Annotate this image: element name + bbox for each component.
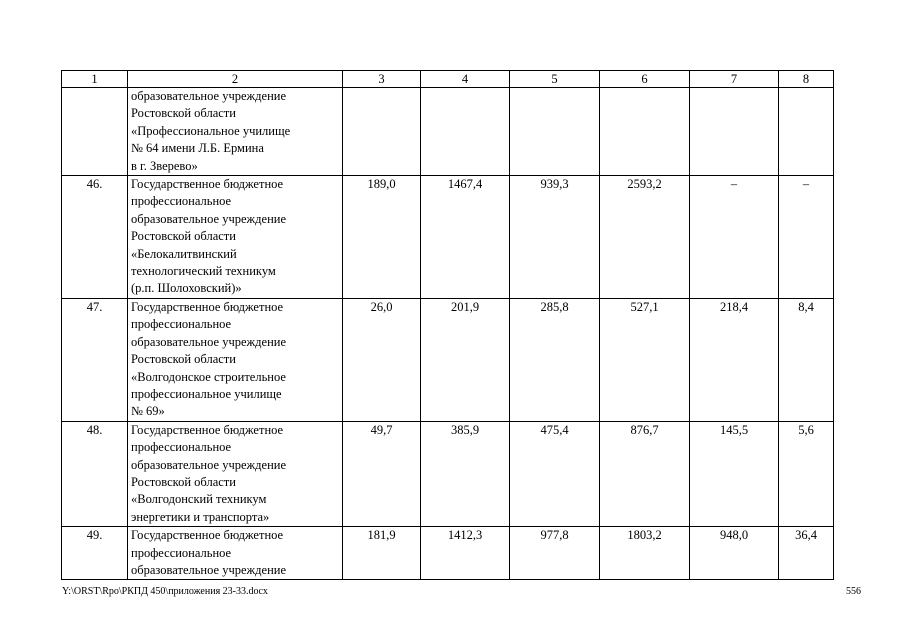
institution-name: образовательное учреждение Ростовской области «Профессиональное училище № 64 имени Л.Б. Ермина в г. Зверево»: [128, 88, 343, 176]
institution-name: Государственное бюджетное профессиональное образовательное учреждение Ростовской области «Волгодонское строительное профессиональное училище № 69»: [128, 298, 343, 421]
continued-row: [62, 88, 834, 176]
column-header-7: 7: [690, 71, 779, 88]
row-number: 48.: [62, 421, 128, 526]
cell-value: 8,4: [779, 298, 834, 421]
cell-value: –: [690, 176, 779, 299]
cell-value: 1803,2: [600, 527, 690, 580]
budget-table: [61, 70, 834, 580]
table-row: [62, 176, 834, 299]
column-header-2: 2: [128, 71, 343, 88]
table-row: [62, 298, 834, 421]
column-header-5: 5: [510, 71, 600, 88]
institution-name: Государственное бюджетное профессиональное образовательное учреждение Ростовской области «Белокалитвинский технологический техникум (р.п. Шолоховский)»: [128, 176, 343, 299]
column-header-3: 3: [343, 71, 421, 88]
cell-value: [421, 88, 510, 176]
cell-value: –: [779, 176, 834, 299]
institution-name: Государственное бюджетное профессиональное образовательное учреждение Ростовской области «Волгодонский техникум энергетики и транспорта»: [128, 421, 343, 526]
column-header-6: 6: [600, 71, 690, 88]
cell-value: 5,6: [779, 421, 834, 526]
table-row: [62, 421, 834, 526]
cell-value: [779, 88, 834, 176]
column-header-4: 4: [421, 71, 510, 88]
cell-value: [343, 88, 421, 176]
row-number: [62, 88, 128, 176]
cell-value: 948,0: [690, 527, 779, 580]
cell-value: 36,4: [779, 527, 834, 580]
cell-value: [510, 88, 600, 176]
cell-value: 385,9: [421, 421, 510, 526]
footer-file-path: Y:\ORST\Rpo\РКПД 450\приложения 23-33.docx: [62, 586, 268, 597]
header-row: [62, 71, 834, 88]
cell-value: 189,0: [343, 176, 421, 299]
cell-value: 939,3: [510, 176, 600, 299]
table-row: [62, 527, 834, 580]
cell-value: [690, 88, 779, 176]
cell-value: 1412,3: [421, 527, 510, 580]
cell-value: [600, 88, 690, 176]
cell-value: 977,8: [510, 527, 600, 580]
cell-value: 145,5: [690, 421, 779, 526]
cell-value: 475,4: [510, 421, 600, 526]
row-number: 46.: [62, 176, 128, 299]
institution-name: Государственное бюджетное профессиональное образовательное учреждение: [128, 527, 343, 580]
row-number: 49.: [62, 527, 128, 580]
column-header-8: 8: [779, 71, 834, 88]
cell-value: 181,9: [343, 527, 421, 580]
footer-page-number: 556: [846, 586, 861, 597]
column-header-1: 1: [62, 71, 128, 88]
cell-value: 218,4: [690, 298, 779, 421]
cell-value: 49,7: [343, 421, 421, 526]
cell-value: 201,9: [421, 298, 510, 421]
row-number: 47.: [62, 298, 128, 421]
cell-value: 26,0: [343, 298, 421, 421]
cell-value: 1467,4: [421, 176, 510, 299]
cell-value: 876,7: [600, 421, 690, 526]
cell-value: 285,8: [510, 298, 600, 421]
cell-value: 2593,2: [600, 176, 690, 299]
cell-value: 527,1: [600, 298, 690, 421]
